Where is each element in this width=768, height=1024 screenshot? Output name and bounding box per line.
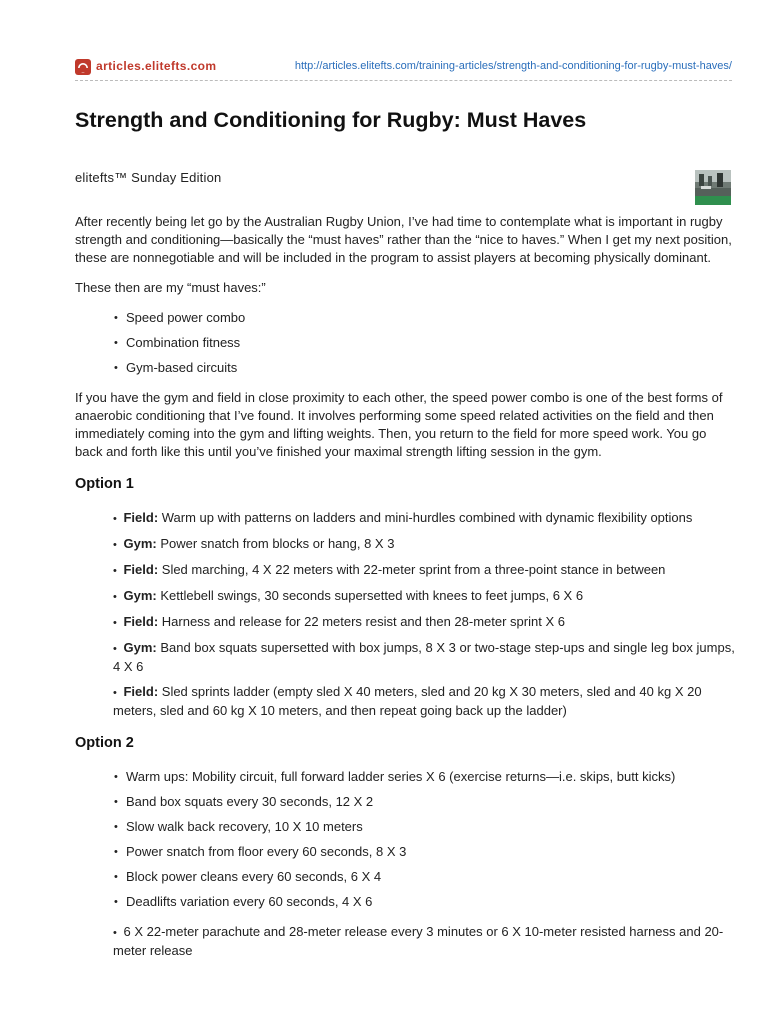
list-item: • Combination fitness bbox=[75, 334, 735, 352]
list-item: • Block power cleans every 60 seconds, 6 X 4 bbox=[75, 868, 735, 886]
list-item: • 6 X 22-meter parachute and 28-meter release every 3 minutes or 6 X 10-meter resisted harness and 20-meter release bbox=[113, 924, 724, 958]
list-item: • Field: Warm up with patterns on ladders and mini-hurdles combined with dynamic flexibility options bbox=[113, 510, 693, 525]
option-2-heading: Option 2 bbox=[75, 735, 134, 751]
list-item: • Warm ups: Mobility circuit, full forward ladder series X 6 (exercise returns—i.e. skips, butt kicks) bbox=[75, 768, 735, 786]
list-item: • Gym-based circuits bbox=[75, 359, 735, 377]
elitefts-logo-icon bbox=[75, 59, 91, 75]
must-haves-list bbox=[75, 309, 735, 377]
speed-power-paragraph: If you have the gym and field in close proximity to each other, the speed power combo is one of the best forms of anaerobic conditioning that I’ve found. It involves performing some speed related activities on the field and then immediately coming into the gym and lifting weights. Then, you return to the field for more speed work. You go back and forth like this until you’ve finished your maximal strength lifting session in the gym. bbox=[75, 390, 723, 459]
list-item: • Gym: Kettlebell swings, 30 seconds supersetted with knees to feet jumps, 6 X 6 bbox=[113, 588, 584, 603]
list-item: • Gym: Band box squats supersetted with box jumps, 8 X 3 or two-stage step-ups and single leg box jumps, 4 X 6 bbox=[113, 640, 735, 674]
header-divider bbox=[75, 80, 732, 81]
article-body bbox=[75, 213, 735, 972]
page-title: Strength and Conditioning for Rugby: Must Haves bbox=[75, 108, 587, 132]
edition-byline: elitefts™ Sunday Edition bbox=[75, 170, 222, 185]
must-haves-lead: These then are my “must haves:” bbox=[75, 280, 266, 295]
option-1-heading: Option 1 bbox=[75, 476, 134, 492]
option-2-list bbox=[75, 768, 735, 911]
option-2-list-continued bbox=[75, 923, 735, 960]
site-name: articles.elitefts.com bbox=[96, 59, 217, 73]
list-item: • Slow walk back recovery, 10 X 10 meters bbox=[75, 818, 735, 836]
list-item: • Speed power combo bbox=[75, 309, 735, 327]
list-item: • Power snatch from floor every 60 seconds, 8 X 3 bbox=[75, 843, 735, 861]
list-item: • Gym: Power snatch from blocks or hang, 8 X 3 bbox=[113, 536, 395, 551]
list-item: • Band box squats every 30 seconds, 12 X 2 bbox=[75, 793, 735, 811]
site-header bbox=[75, 57, 732, 77]
article-url-link[interactable]: http://articles.elitefts.com/training-articles/strength-and-conditioning-for-rugby-must-haves/ bbox=[294, 60, 732, 72]
list-item: • Deadlifts variation every 60 seconds, 4 X 6 bbox=[75, 893, 735, 911]
list-item: • Field: Sled sprints ladder (empty sled X 40 meters, sled and 20 kg X 30 meters, sled and 40 kg X 20 meters, sled and 60 kg X 10 meters, and then repeat going back up the ladder) bbox=[113, 684, 702, 718]
list-item: • Field: Harness and release for 22 meters resist and then 28-meter sprint X 6 bbox=[113, 614, 565, 629]
article-thumbnail bbox=[695, 170, 731, 205]
option-1-list bbox=[75, 509, 735, 720]
list-item: • Field: Sled marching, 4 X 22 meters with 22-meter sprint from a three-point stance in between bbox=[113, 562, 666, 577]
intro-paragraph: After recently being let go by the Australian Rugby Union, I’ve had time to contemplate what is important in rugby strength and conditioning—basically the “must haves” rather than the “nice to haves.” When I get my next position, these are nonnegotiable and will be included in the program to assist players at becoming physically dominant. bbox=[75, 214, 732, 265]
